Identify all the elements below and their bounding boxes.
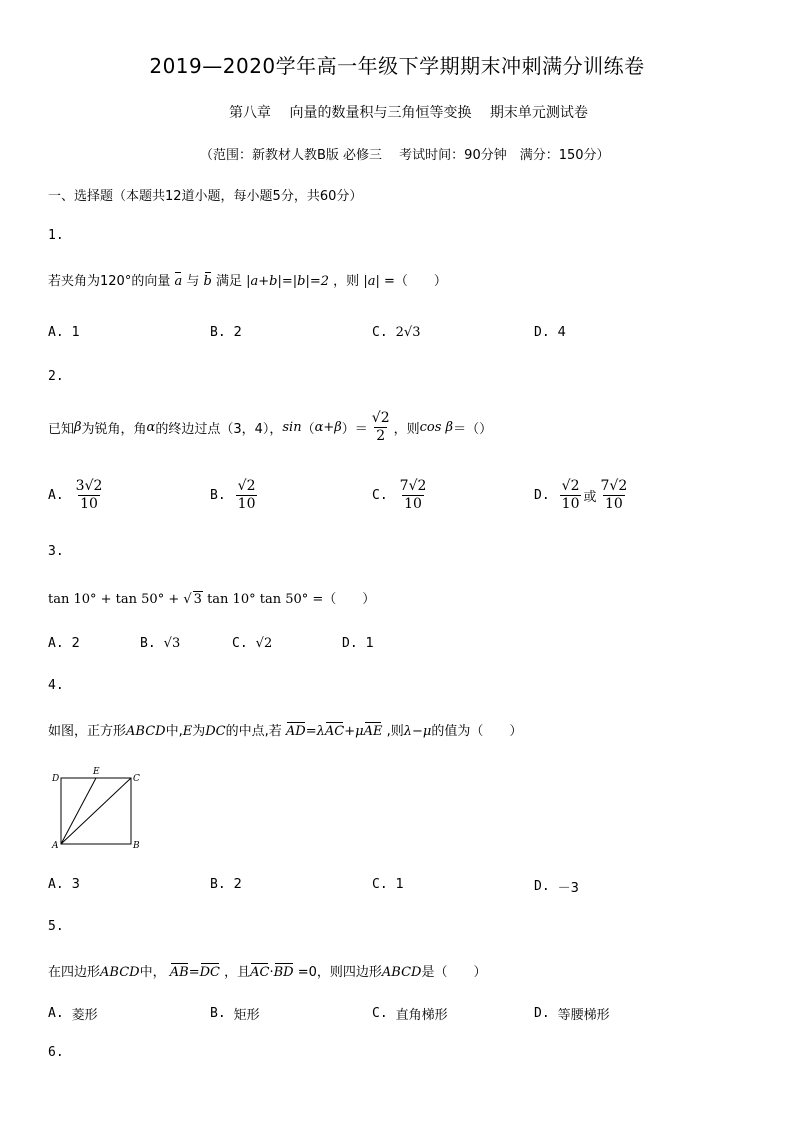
question-number: 4.	[48, 678, 64, 693]
option-d[interactable]: D. 等腰梯形	[534, 1006, 610, 1023]
fraction: $\frac{√2}{2}$	[371, 410, 390, 444]
option-a[interactable]: A. 3	[48, 877, 80, 892]
option-b[interactable]: B. 矩形	[210, 1006, 260, 1023]
option-a[interactable]: A. 1	[48, 325, 80, 340]
question-number: 6.	[48, 1045, 64, 1060]
option-c[interactable]: C. √2	[232, 636, 273, 651]
option-b[interactable]: B. $\frac{√2}{10}$	[210, 478, 256, 512]
question-number: 5.	[48, 919, 64, 934]
option-d[interactable]: D. 4	[534, 325, 566, 340]
option-d[interactable]: D. －3	[534, 879, 579, 896]
option-c[interactable]: C. 1	[372, 877, 404, 892]
option-b[interactable]: B. 2	[210, 877, 242, 892]
option-c[interactable]: C. $\frac{7√2}{10}$	[372, 478, 427, 512]
question-stem: tan 10° + tan 50° + √ 3 tan 10° tan 50° =（ ）	[48, 592, 376, 607]
option-c[interactable]: C. 2√3	[372, 325, 421, 340]
square-figure	[46, 766, 146, 852]
option-b[interactable]: B. 2	[210, 325, 242, 340]
option-c[interactable]: C. 直角梯形	[372, 1006, 448, 1023]
segment-ac	[61, 778, 131, 844]
option-a[interactable]: A. 菱形	[48, 1006, 98, 1023]
question-stem: 已知 β 为锐角，角 α 的终边过点（3，4）， sin （ α+β ）＝ $\frac{√2}{2}$ ，则 cos β ＝（）	[48, 410, 493, 444]
question-number: 1.	[48, 228, 64, 243]
question-stem: 若夹角为120°的向量 a 与 b 满足 |a+b|=|b|=2 ，则 |a| =（ ）	[48, 274, 447, 289]
exam-subtitle: 第八章 向量的数量积与三角恒等变换 期末单元测试卷	[229, 105, 588, 121]
question-stem: 在四边形ABCD中， AB=DC ，且AC·BD =0，则四边形ABCD是（ ）	[48, 965, 487, 980]
label-e: E	[93, 767, 100, 777]
label-a: A	[52, 841, 59, 851]
label-d: D	[52, 774, 60, 784]
segment-ae	[61, 778, 96, 844]
option-b[interactable]: B. √3	[140, 636, 181, 651]
label-c: C	[133, 774, 140, 784]
option-d[interactable]: D. 1	[342, 636, 374, 651]
question-number: 2.	[48, 369, 64, 384]
question-number: 3.	[48, 544, 64, 559]
option-d[interactable]: D. $\frac{√2}{10}$ 或 $\frac{7√2}{10}$	[534, 478, 628, 512]
option-a[interactable]: A. 2	[48, 636, 80, 651]
section-heading: 一、选择题（本题共12道小题，每小题5分，共60分）	[48, 189, 363, 204]
exam-range-line: （范围：新教材人教B版 必修三 考试时间：90分钟 满分：150分）	[200, 148, 610, 163]
label-b: B	[133, 841, 140, 851]
option-a[interactable]: A. $\frac{3√2}{10}$	[48, 478, 103, 512]
question-stem: 如图，正方形ABCD中,E为DC的中点,若 AD=λAC+μAE ,则λ−μ的值为（ ）	[48, 724, 523, 739]
exam-title: 2019—2020学年高一年级下学期期末冲刺满分训练卷	[149, 54, 645, 78]
